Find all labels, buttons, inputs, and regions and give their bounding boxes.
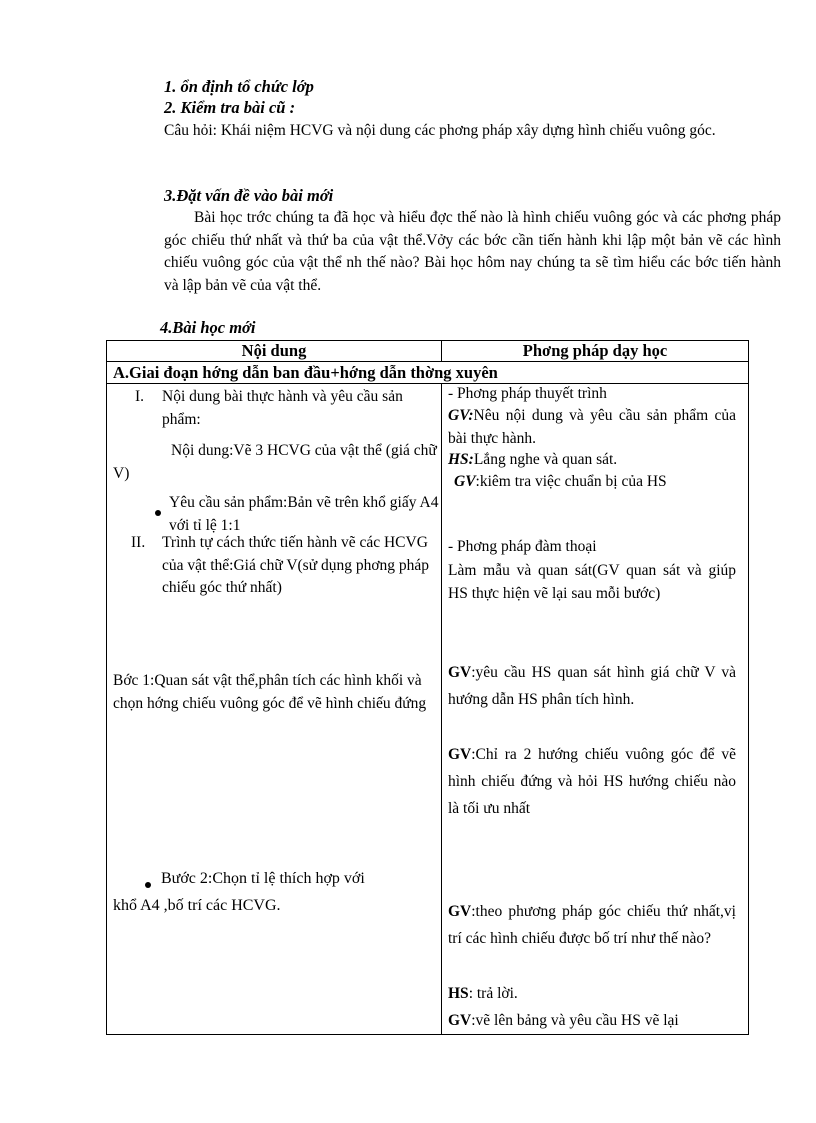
requirement-text: Yêu cầu sản phẩm:Bản vẽ trên khổ giấy A4 với tỉ lệ 1:1 <box>169 494 439 534</box>
gv-label: GV <box>448 903 472 920</box>
hs-label: HS: <box>448 451 474 468</box>
method1-gv <box>448 405 736 450</box>
guide2 <box>448 741 736 822</box>
gv-label: GV: <box>448 407 474 424</box>
guide3-text: :theo phương pháp góc chiếu thứ nhất,vị trí các hình chiếu được bố trí như thế nào? <box>448 903 736 947</box>
method1-title: - Phơng pháp thuyết trình <box>448 385 607 402</box>
method1-gv2-text: :kiêm tra việc chuẩn bị của HS <box>475 473 667 490</box>
item1-text: Nội dung bài thực hành và yêu cầu sản phẩm: <box>162 388 403 428</box>
guide4-text: :vẽ lên bảng và yêu cầu HS vẽ lại <box>471 1012 679 1029</box>
step2-text-a: Bước 2:Chọn tỉ lệ thích hợp với <box>161 870 365 887</box>
section-2-heading: 2. Kiểm tra bài cũ : <box>164 98 296 117</box>
stage-title: A.Giai đoạn hớng dẫn ban đầu+hớng dẫn thờng xuyên <box>107 362 749 384</box>
section-2-question: Câu hỏi: Khái niệm HCVG và nội dung các phơng pháp xây dựng hình chiếu vuông góc. <box>164 122 716 139</box>
gv-label: GV <box>454 473 476 490</box>
gv-label: GV <box>448 746 472 763</box>
method2-body: Làm mẫu và quan sát(GV quan sát và giúp HS thực hiện vẽ lại sau mỗi bước) <box>448 562 736 602</box>
guide3 <box>448 898 736 952</box>
content-cell <box>107 384 442 1035</box>
guide1-text: :yêu cầu HS quan sát hình giá chữ V và hướng dẫn HS phân tích hình. <box>448 664 736 708</box>
content-text: Nội dung:Vẽ 3 HCVG của vật thể (giá chữ V) <box>113 442 437 482</box>
method2-title: - Phơng pháp đàm thoại <box>448 538 597 555</box>
table-row <box>107 384 749 1035</box>
guide4 <box>448 1007 748 1034</box>
method1-hs-text: Lắng nghe và quan sát. <box>473 451 618 468</box>
hs-answer <box>448 980 518 1007</box>
guide2-text: :Chỉ ra 2 hướng chiếu vuông góc để vẽ hình chiếu đứng và hỏi HS hướng chiếu nào là tối ưu nhất <box>448 746 736 817</box>
guide1 <box>448 659 736 713</box>
item2-number: II. <box>131 534 146 551</box>
gv-label: GV <box>448 1012 472 1029</box>
item1-number: I. <box>135 388 145 405</box>
header-method: Phơng pháp dạy học <box>442 341 749 362</box>
bullet-icon <box>155 504 169 522</box>
step2-text-b: khổ A4 ,bố trí các HCVG. <box>113 897 281 914</box>
method-cell <box>442 384 749 1035</box>
method1-gv-text: Nêu nội dung và yêu cầu sản phẩm của bài thực hành. <box>448 407 736 447</box>
section-4-heading: 4.Bài học mới <box>160 318 256 337</box>
stage-row <box>107 362 749 384</box>
lesson-table <box>106 340 749 1035</box>
hs-answer-text: : trả lời. <box>468 985 518 1002</box>
hs-label: HS <box>448 985 469 1002</box>
gv-label: GV <box>448 664 472 681</box>
header-content: Nội dung <box>107 341 442 362</box>
section-3-heading: 3.Đặt vấn đề vào bài mới <box>164 186 334 205</box>
section-3-body: Bài học trớc chúng ta đã học và hiểu đợc thế nào là hình chiếu vuông góc và các phơng pháp góc chiếu thứ nhất và thứ ba của vật thể.Vởy các bớc cần tiến hành khi lập một bản vẽ các hình chiếu vuông góc của vật thể nh thế nào? Bài học hôm nay chúng ta sẽ tìm hiểu các bớc tiến hành và lập bản vẽ của vật thể. <box>164 209 781 294</box>
method1-hs <box>448 449 617 472</box>
table-header-row <box>107 341 749 362</box>
section-1-heading: 1. ổn định tổ chức lớp <box>164 77 314 96</box>
item2-text: Trình tự cách thức tiến hành vẽ các HCVG của vật thể:Giá chữ V(sử dụng phơng pháp chiếu góc thứ nhất) <box>162 534 430 596</box>
method1-gv2 <box>454 471 667 494</box>
step1-text: Bớc 1:Quan sát vật thể,phân tích các hình khối và chọn hớng chiếu vuông góc để vẽ hình chiếu đứng <box>113 672 427 712</box>
